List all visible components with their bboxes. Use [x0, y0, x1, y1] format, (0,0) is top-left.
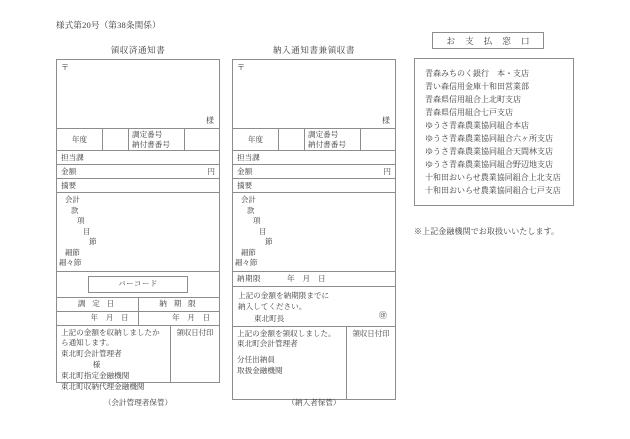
account-row-saisaisetsu[interactable]: 細々節 [59, 258, 82, 268]
addressee-block[interactable] [233, 60, 395, 129]
receipt-block [233, 327, 395, 399]
assessment-date-value[interactable]: 年 月 日 [57, 312, 139, 325]
summary-label: 摘要 [61, 180, 77, 190]
due-date-value[interactable]: 年 月 日 [172, 313, 213, 323]
middle-slip-title: 納入通知書兼領収書 [273, 45, 355, 55]
collection-agent-institution-label: 東北町収納代理金融機関 [61, 381, 145, 391]
department-row[interactable] [233, 151, 395, 165]
form-code: 様式第20号（第38条関係） [56, 20, 161, 30]
summary-row[interactable] [233, 179, 395, 193]
list-item: 青森みちのく銀行 本・支店 [425, 69, 529, 78]
accounting-manager-label: 東北町会計管理者 [61, 349, 122, 359]
receipt-notice-block [57, 326, 219, 391]
due-date-label: 納 期 限 [159, 299, 199, 309]
amount-label: 金額 [61, 166, 77, 176]
left-slip-title: 領収済通知書 [110, 45, 166, 55]
list-item: ゆうさ青森農業協同組合野辺地支店 [425, 159, 553, 169]
list-item: 十和田おいらせ農業協同組合上北支店 [425, 172, 561, 182]
handling-institution-label[interactable]: 取扱金融機関 [237, 365, 283, 375]
assessment-number-label: 調定番号 [132, 129, 163, 139]
postal-mark-icon: 〒 [237, 63, 245, 72]
list-item: 青森県信用組合上北町支店 [425, 94, 521, 104]
account-hierarchy [57, 193, 219, 272]
summary-row[interactable] [57, 179, 219, 193]
accounting-manager-label: 東北町会計管理者 [237, 339, 298, 349]
payment-instruction-block [233, 287, 395, 327]
bank-note: ※上記金融機関でお取扱いいたします。 [414, 227, 560, 236]
fiscal-year-value[interactable] [279, 129, 305, 150]
summary-label: 摘要 [237, 180, 253, 190]
receipt-text [233, 327, 347, 399]
barcode-placeholder: バーコード [88, 276, 188, 293]
payment-slip-number-label: 納付書番号 [308, 139, 346, 149]
sub-cashier-label[interactable]: 分任出納員 [237, 355, 275, 365]
department-row[interactable] [57, 151, 219, 165]
designated-institution-label: 東北町指定金融機関 [61, 370, 130, 380]
fiscal-year-row [233, 129, 395, 151]
instruction-line-2: 納入してください。 [238, 301, 307, 311]
account-row-kan[interactable]: 款 [71, 205, 79, 215]
notice-text [57, 326, 171, 391]
amount-label: 金額 [237, 166, 253, 176]
amount-unit: 円 [383, 166, 391, 176]
receipt-date-stamp-box[interactable]: 領収日付印 [176, 327, 214, 337]
account-row-saisetsu[interactable]: 細節 [241, 247, 256, 257]
number-value[interactable] [361, 129, 395, 150]
amount-row[interactable] [57, 165, 219, 179]
notice-line-1: 上記の金額を収納しましたか [61, 327, 160, 337]
left-slip [56, 59, 220, 391]
account-row-setsu[interactable]: 節 [265, 237, 273, 247]
department-label: 担当課 [61, 152, 84, 162]
list-item: ゆうさ青森農業協同組合六ヶ所支店 [425, 133, 553, 143]
list-item: ゆうさ青森農業協同組合本店 [425, 120, 529, 130]
addressee-honorific: 様 [382, 116, 390, 125]
payment-slip-number-label: 納付書番号 [132, 139, 170, 149]
fiscal-year-label: 年度 [57, 129, 103, 150]
department-label: 担当課 [237, 152, 260, 162]
due-date-label: 納期限 [237, 273, 261, 283]
notice-honorific: 様 [92, 359, 101, 369]
number-labels [129, 129, 185, 150]
list-item: ゆうさ青森農業協同組合天間林支店 [425, 146, 553, 156]
due-date-row[interactable] [233, 272, 395, 287]
middle-slip-keeper: （納入者保管） [287, 398, 341, 407]
account-row-moku[interactable]: 目 [83, 226, 91, 236]
payment-window-title: お 支 払 窓 口 [432, 32, 544, 49]
fiscal-year-row [57, 129, 219, 151]
account-row-setsu[interactable]: 節 [89, 237, 97, 247]
date-headers [57, 298, 219, 312]
seal-icon: ㊞ [379, 311, 387, 321]
addressee-block[interactable] [57, 60, 219, 129]
list-item: 青い森信用金庫十和田営業部 [425, 81, 529, 91]
bank-list-box [414, 58, 574, 206]
barcode-row [57, 272, 219, 298]
due-date-value: 年 月 日 [286, 273, 329, 283]
list-item: 十和田おいらせ農業協同組合七戸支店 [425, 185, 561, 195]
receipt-date-stamp-box[interactable]: 領収日付印 [352, 328, 390, 338]
account-row-kaikei[interactable]: 会計 [241, 195, 256, 204]
assessment-number-label: 調定番号 [308, 129, 339, 139]
bank-list [425, 68, 573, 198]
left-slip-keeper: （会計管理者保管） [103, 398, 173, 407]
account-hierarchy [233, 193, 395, 272]
receipt-line-1: 上記の金額を領収しました。 [237, 328, 336, 338]
account-row-moku[interactable]: 目 [259, 226, 267, 236]
fiscal-year-label: 年度 [233, 129, 279, 150]
date-values [57, 312, 219, 326]
account-row-saisetsu[interactable]: 細節 [65, 247, 80, 257]
account-row-kaikei[interactable]: 会計 [65, 195, 80, 204]
account-row-kan[interactable]: 款 [247, 205, 255, 215]
account-row-saisaisetsu[interactable]: 細々節 [235, 258, 258, 268]
mayor-label: 東北町長 [254, 313, 285, 323]
fiscal-year-value[interactable] [103, 129, 129, 150]
assessment-date-label: 調 定 日 [57, 298, 139, 311]
middle-slip [232, 59, 396, 400]
list-item: 青森県信用組合七戸支店 [425, 107, 513, 117]
account-row-ko[interactable]: 項 [77, 216, 85, 226]
number-value[interactable] [185, 129, 219, 150]
amount-unit: 円 [207, 166, 215, 176]
notice-line-2: ら通知します。 [61, 338, 114, 348]
number-labels [305, 129, 361, 150]
account-row-ko[interactable]: 項 [253, 216, 261, 226]
amount-row[interactable] [233, 165, 395, 179]
addressee-honorific: 様 [206, 116, 214, 125]
postal-mark-icon: 〒 [61, 63, 69, 72]
instruction-line-1: 上記の金額を納期限までに [238, 290, 330, 300]
